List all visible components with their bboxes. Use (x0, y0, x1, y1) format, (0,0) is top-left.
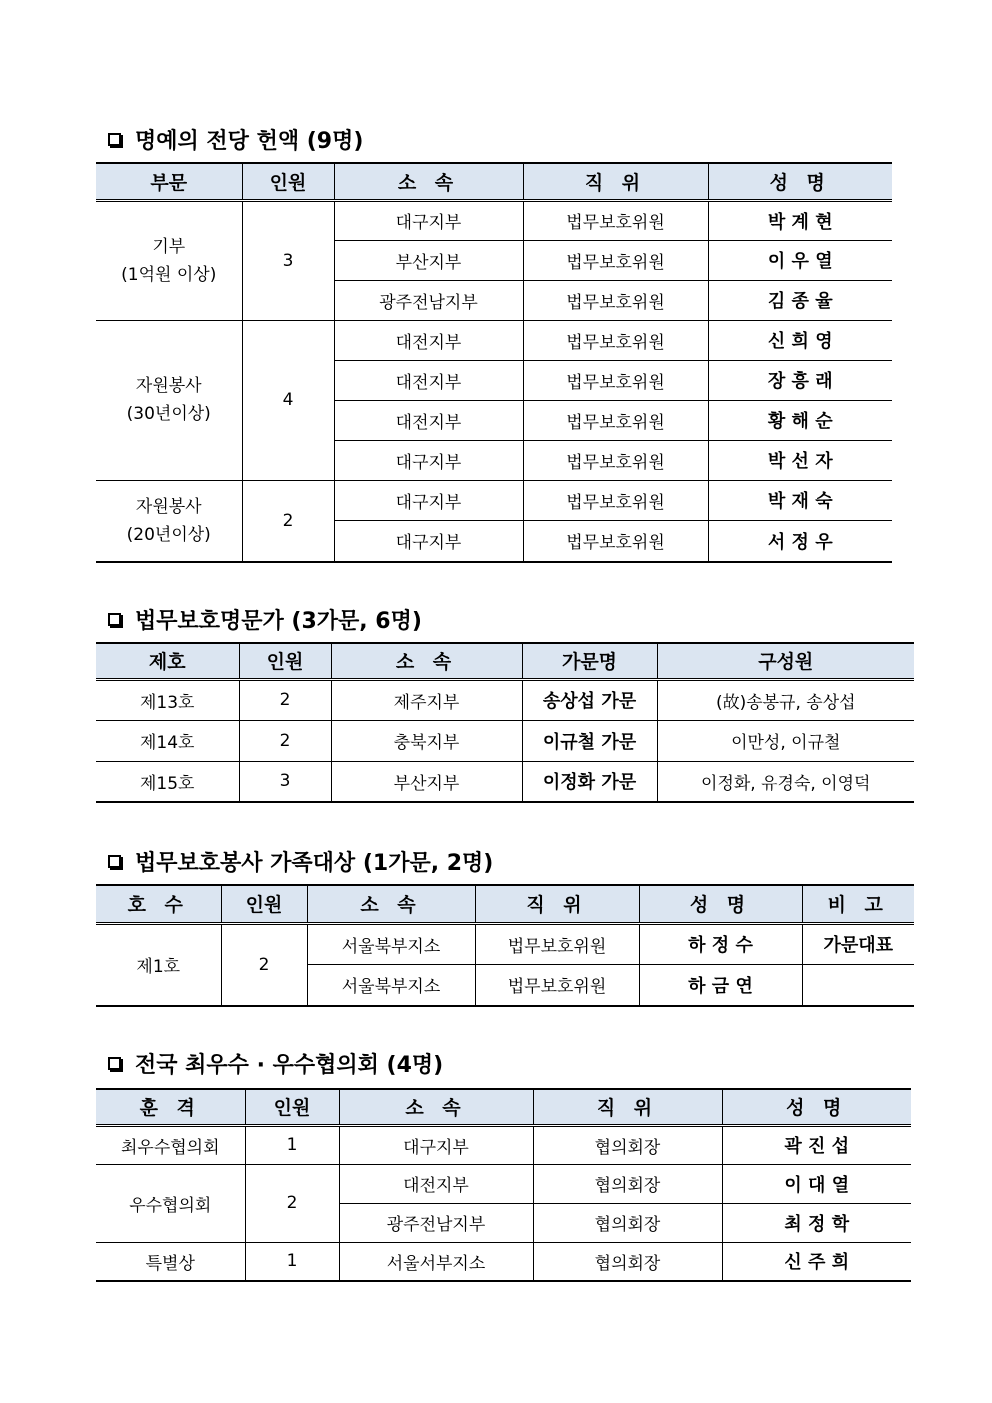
header-org: 소 속 (331, 643, 522, 679)
family-table (96, 642, 914, 803)
no-cell: 제15호 (96, 761, 239, 802)
position-cell: 법무보호위원 (523, 240, 708, 280)
count-cell: 1 (245, 1242, 339, 1281)
award-cell: 특별상 (96, 1242, 245, 1281)
name-cell: 신 희 영 (708, 320, 892, 360)
count-cell: 2 (242, 480, 334, 562)
org-cell: 대구지부 (334, 440, 523, 480)
position-cell: 협의회장 (533, 1125, 722, 1164)
name-cell: 김 종 율 (708, 280, 892, 320)
name-cell: 장 흥 래 (708, 360, 892, 400)
no-cell: 제14호 (96, 720, 239, 761)
position-cell: 법무보호위원 (523, 200, 708, 240)
table-row (96, 480, 892, 520)
org-cell: 대전지부 (334, 400, 523, 440)
name-cell: 하 금 연 (639, 964, 802, 1006)
section-title-family (108, 604, 422, 635)
position-cell: 협의회장 (533, 1164, 722, 1203)
square-bullet-icon (108, 855, 121, 868)
table-row (96, 720, 914, 761)
section-title-text: 법무보호명문가 (3가문, 6명) (135, 609, 422, 634)
org-cell: 대구지부 (339, 1125, 533, 1164)
note-cell: 가문대표 (802, 923, 914, 964)
count-cell: 1 (245, 1125, 339, 1164)
name-cell: 곽 진 섭 (722, 1125, 911, 1164)
table-row (96, 679, 914, 720)
header-org: 소 속 (339, 1089, 533, 1125)
family-cell: 이정화 가문 (522, 761, 657, 802)
count-cell: 3 (242, 200, 334, 320)
org-cell: 대전지부 (339, 1164, 533, 1203)
name-cell: 최 정 학 (722, 1203, 911, 1242)
square-bullet-icon (108, 613, 121, 626)
header-name: 성 명 (708, 163, 892, 200)
header-note: 비 고 (802, 885, 914, 923)
table-row (96, 1242, 911, 1281)
square-bullet-icon (108, 1057, 121, 1070)
org-cell: 대구지부 (334, 480, 523, 520)
square-bullet-icon (108, 133, 121, 146)
hall-of-fame-table (96, 162, 892, 563)
position-cell: 법무보호위원 (523, 360, 708, 400)
note-cell (802, 964, 914, 1006)
header-members: 구성원 (657, 643, 914, 679)
table-row (96, 320, 892, 360)
org-cell: 대구지부 (334, 520, 523, 562)
position-cell: 법무보호위원 (475, 923, 639, 964)
members-cell: 이정화, 유경숙, 이영덕 (657, 761, 914, 802)
count-cell: 4 (242, 320, 334, 480)
no-cell: 제1호 (96, 923, 221, 1006)
org-cell: 대전지부 (334, 320, 523, 360)
name-cell: 이 우 열 (708, 240, 892, 280)
position-cell: 법무보호위원 (523, 440, 708, 480)
count-cell: 3 (239, 761, 331, 802)
category-cell: 기부 (1억원 이상) (96, 200, 242, 320)
org-cell: 충북지부 (331, 720, 522, 761)
position-cell: 법무보호위원 (523, 480, 708, 520)
header-count: 인원 (242, 163, 334, 200)
table-row (96, 761, 914, 802)
name-cell: 서 정 우 (708, 520, 892, 562)
category-cell: 자원봉사 (20년이상) (96, 480, 242, 562)
count-cell: 2 (239, 679, 331, 720)
header-no: 호 수 (96, 885, 221, 923)
award-cell: 우수협의회 (96, 1164, 245, 1242)
section-title-text: 법무보호봉사 가족대상 (1가문, 2명) (135, 851, 494, 876)
org-cell: 서울서부지소 (339, 1242, 533, 1281)
count-cell: 2 (239, 720, 331, 761)
members-cell: 이만성, 이규철 (657, 720, 914, 761)
header-family: 가문명 (522, 643, 657, 679)
members-cell: (故)송봉규, 송상섭 (657, 679, 914, 720)
name-cell: 박 계 현 (708, 200, 892, 240)
position-cell: 협의회장 (533, 1242, 722, 1281)
position-cell: 법무보호위원 (523, 280, 708, 320)
org-cell: 서울북부지소 (307, 923, 475, 964)
name-cell: 황 해 순 (708, 400, 892, 440)
category-cell: 자원봉사 (30년이상) (96, 320, 242, 480)
table-row (96, 1164, 911, 1203)
header-name: 성 명 (639, 885, 802, 923)
name-cell: 박 선 자 (708, 440, 892, 480)
org-cell: 부산지부 (334, 240, 523, 280)
org-cell: 대전지부 (334, 360, 523, 400)
councils-table (96, 1088, 911, 1282)
position-cell: 법무보호위원 (475, 964, 639, 1006)
count-cell: 2 (221, 923, 307, 1006)
header-position: 직 위 (523, 163, 708, 200)
position-cell: 법무보호위원 (523, 520, 708, 562)
name-cell: 하 정 수 (639, 923, 802, 964)
volunteer-family-table (96, 884, 914, 1007)
header-position: 직 위 (533, 1089, 722, 1125)
header-count: 인원 (245, 1089, 339, 1125)
section-title-hall-of-fame (108, 124, 363, 155)
org-cell: 부산지부 (331, 761, 522, 802)
header-category: 부문 (96, 163, 242, 200)
count-cell: 2 (245, 1164, 339, 1242)
family-cell: 송상섭 가문 (522, 679, 657, 720)
name-cell: 이 대 열 (722, 1164, 911, 1203)
name-cell: 신 주 희 (722, 1242, 911, 1281)
header-org: 소 속 (307, 885, 475, 923)
header-name: 성 명 (722, 1089, 911, 1125)
org-cell: 광주전남지부 (334, 280, 523, 320)
header-position: 직 위 (475, 885, 639, 923)
header-count: 인원 (239, 643, 331, 679)
header-org: 소 속 (334, 163, 523, 200)
org-cell: 광주전남지부 (339, 1203, 533, 1242)
section-title-text: 명예의 전당 헌액 (9명) (135, 129, 364, 154)
table-row (96, 1125, 911, 1164)
family-cell: 이규철 가문 (522, 720, 657, 761)
position-cell: 협의회장 (533, 1203, 722, 1242)
award-cell: 최우수협의회 (96, 1125, 245, 1164)
position-cell: 법무보호위원 (523, 400, 708, 440)
header-award: 훈 격 (96, 1089, 245, 1125)
position-cell: 법무보호위원 (523, 320, 708, 360)
table-row (96, 200, 892, 240)
section-title-text: 전국 최우수 · 우수협의회 (4명) (135, 1053, 444, 1078)
header-count: 인원 (221, 885, 307, 923)
name-cell: 박 재 숙 (708, 480, 892, 520)
org-cell: 제주지부 (331, 679, 522, 720)
no-cell: 제13호 (96, 679, 239, 720)
table-row (96, 923, 914, 964)
org-cell: 서울북부지소 (307, 964, 475, 1006)
section-title-volunteer-family (108, 846, 493, 877)
section-title-councils (108, 1048, 443, 1079)
org-cell: 대구지부 (334, 200, 523, 240)
header-no: 제호 (96, 643, 239, 679)
